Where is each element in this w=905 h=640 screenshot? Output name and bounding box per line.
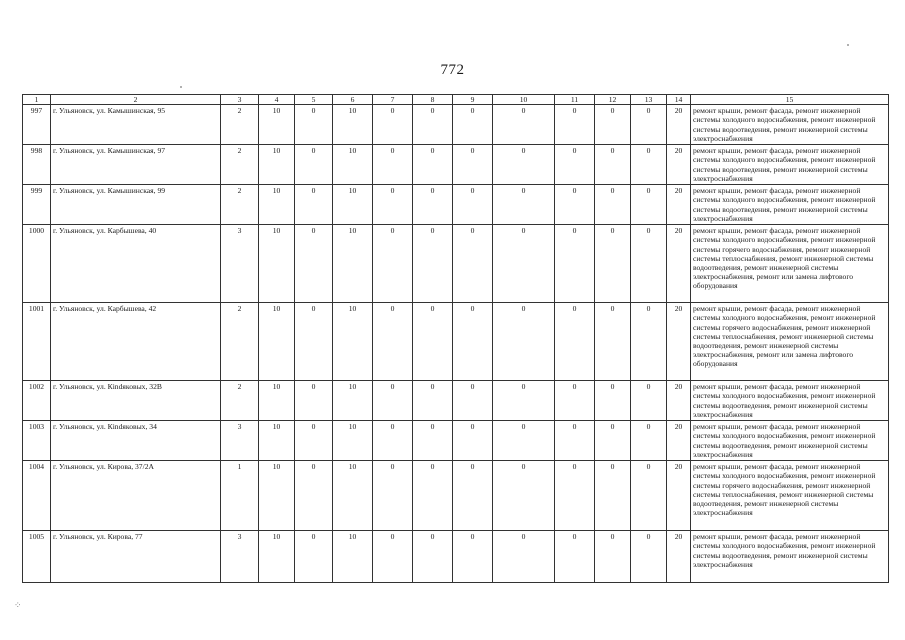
cell-col4: 10 [259,531,295,583]
cell-col4: 10 [259,105,295,145]
cell-col9: 0 [453,531,493,583]
works-cell: ремонт крыши, ремонт фасада, ремонт инженерной системы холодного водоснабжения, ремонт инженерной системы горячего водоснабжения, ремонт инженерной системы теплоснабжения, ремонт инженерной системы водоотведения, ремонт инженерной системы электроснабжения [691,461,889,531]
cell-col13: 0 [631,303,667,381]
table-body [23,105,889,583]
cell-col7: 0 [373,461,413,531]
data-table [22,94,889,583]
cell-col7: 0 [373,421,413,461]
cell-col5: 0 [295,381,333,421]
cell-col3: 3 [221,531,259,583]
cell-col10: 0 [493,461,555,531]
scan-speck [847,44,849,46]
cell-col3: 2 [221,145,259,185]
cell-col8: 0 [413,145,453,185]
cell-col3: 3 [221,421,259,461]
cell-col9: 0 [453,461,493,531]
cell-col4: 10 [259,225,295,303]
row-number: 1001 [23,303,51,381]
column-header-7: 7 [373,95,413,105]
cell-col9: 0 [453,303,493,381]
column-header-2: 2 [51,95,221,105]
cell-col3: 2 [221,185,259,225]
column-header-3: 3 [221,95,259,105]
address-cell: г. Ульяновск, ул. Камышинская, 97 [51,145,221,185]
cell-col12: 0 [595,531,631,583]
address-cell: г. Ульяновск, ул. Камышинская, 95 [51,105,221,145]
works-cell: ремонт крыши, ремонт фасада, ремонт инженерной системы холодного водоснабжения, ремонт инженерной системы водоотведения, ремонт инженерной системы электроснабжения [691,421,889,461]
column-header-11: 11 [555,95,595,105]
works-cell: ремонт крыши, ремонт фасада, ремонт инженерной системы холодного водоснабжения, ремонт инженерной системы горячего водоснабжения, ремонт инженерной системы теплоснабжения, ремонт инженерной системы водоотведения, ремонт инженерной системы электроснабжения, ремонт или замена лифтового оборудования [691,303,889,381]
cell-col9: 0 [453,105,493,145]
cell-col14: 20 [667,303,691,381]
scan-mark: ⁘ [14,600,22,610]
column-header-10: 10 [493,95,555,105]
table-row [23,225,889,303]
cell-col11: 0 [555,185,595,225]
cell-col7: 0 [373,381,413,421]
cell-col14: 20 [667,421,691,461]
cell-col12: 0 [595,185,631,225]
cell-col8: 0 [413,381,453,421]
column-header-15: 15 [691,95,889,105]
cell-col6: 10 [333,531,373,583]
cell-col13: 0 [631,381,667,421]
cell-col6: 10 [333,185,373,225]
cell-col3: 1 [221,461,259,531]
cell-col8: 0 [413,225,453,303]
cell-col12: 0 [595,303,631,381]
cell-col6: 10 [333,303,373,381]
cell-col14: 20 [667,105,691,145]
cell-col3: 2 [221,381,259,421]
cell-col6: 10 [333,381,373,421]
cell-col10: 0 [493,381,555,421]
works-cell: ремонт крыши, ремонт фасада, ремонт инженерной системы холодного водоснабжения, ремонт инженерной системы водоотведения, ремонт инженерной системы электроснабжения [691,381,889,421]
address-cell: г. Ульяновск, ул. Кирова, 77 [51,531,221,583]
cell-col10: 0 [493,421,555,461]
cell-col13: 0 [631,421,667,461]
table-row [23,531,889,583]
address-cell: г. Ульяновск, ул. Карбышева, 40 [51,225,221,303]
cell-col8: 0 [413,421,453,461]
scan-speck [180,86,182,88]
cell-col13: 0 [631,225,667,303]
cell-col10: 0 [493,145,555,185]
cell-col7: 0 [373,185,413,225]
address-cell: г. Ульяновск, ул. Камышинская, 99 [51,185,221,225]
cell-col5: 0 [295,105,333,145]
row-number: 1005 [23,531,51,583]
cell-col8: 0 [413,461,453,531]
cell-col10: 0 [493,225,555,303]
cell-col9: 0 [453,145,493,185]
row-number: 998 [23,145,51,185]
cell-col11: 0 [555,105,595,145]
cell-col14: 20 [667,185,691,225]
cell-col3: 2 [221,105,259,145]
cell-col6: 10 [333,105,373,145]
works-cell: ремонт крыши, ремонт фасада, ремонт инженерной системы холодного водоснабжения, ремонт инженерной системы водоотведения, ремонт инженерной системы электроснабжения [691,105,889,145]
address-cell: г. Ульяновск, ул. Кирова, 37/2А [51,461,221,531]
cell-col6: 10 [333,461,373,531]
cell-col7: 0 [373,145,413,185]
cell-col3: 3 [221,225,259,303]
cell-col8: 0 [413,303,453,381]
table-row [23,381,889,421]
cell-col5: 0 [295,225,333,303]
cell-col6: 10 [333,225,373,303]
address-cell: г. Ульяновск, ул. Кindяковых, 32В [51,381,221,421]
table-row [23,185,889,225]
row-number: 999 [23,185,51,225]
cell-col12: 0 [595,461,631,531]
cell-col9: 0 [453,225,493,303]
works-cell: ремонт крыши, ремонт фасада, ремонт инженерной системы холодного водоснабжения, ремонт инженерной системы водоотведения, ремонт инженерной системы электроснабжения [691,185,889,225]
cell-col11: 0 [555,461,595,531]
cell-col14: 20 [667,461,691,531]
cell-col10: 0 [493,185,555,225]
cell-col8: 0 [413,185,453,225]
cell-col9: 0 [453,185,493,225]
cell-col4: 10 [259,381,295,421]
cell-col10: 0 [493,105,555,145]
cell-col8: 0 [413,531,453,583]
cell-col5: 0 [295,145,333,185]
column-header-6: 6 [333,95,373,105]
header-row [23,95,889,105]
cell-col12: 0 [595,145,631,185]
table-row [23,105,889,145]
column-header-14: 14 [667,95,691,105]
cell-col6: 10 [333,421,373,461]
cell-col4: 10 [259,461,295,531]
column-header-12: 12 [595,95,631,105]
column-header-5: 5 [295,95,333,105]
cell-col13: 0 [631,531,667,583]
address-cell: г. Ульяновск, ул. Карбышева, 42 [51,303,221,381]
cell-col11: 0 [555,421,595,461]
works-cell: ремонт крыши, ремонт фасада, ремонт инженерной системы холодного водоснабжения, ремонт инженерной системы горячего водоснабжения, ремонт инженерной системы теплоснабжения, ремонт инженерной системы водоотведения, ремонт инженерной системы электроснабжения, ремонт или замена лифтового оборудования [691,225,889,303]
works-cell: ремонт крыши, ремонт фасада, ремонт инженерной системы холодного водоснабжения, ремонт инженерной системы водоотведения, ремонт инженерной системы электроснабжения [691,145,889,185]
cell-col11: 0 [555,145,595,185]
table-row [23,461,889,531]
cell-col14: 20 [667,381,691,421]
cell-col9: 0 [453,381,493,421]
cell-col11: 0 [555,303,595,381]
row-number: 997 [23,105,51,145]
cell-col6: 10 [333,145,373,185]
column-header-1: 1 [23,95,51,105]
page-number: 772 [440,62,465,78]
column-header-4: 4 [259,95,295,105]
cell-col7: 0 [373,303,413,381]
cell-col14: 20 [667,225,691,303]
cell-col8: 0 [413,105,453,145]
cell-col10: 0 [493,303,555,381]
cell-col5: 0 [295,531,333,583]
column-header-9: 9 [453,95,493,105]
cell-col12: 0 [595,421,631,461]
cell-col12: 0 [595,225,631,303]
cell-col4: 10 [259,145,295,185]
cell-col4: 10 [259,185,295,225]
cell-col7: 0 [373,531,413,583]
cell-col5: 0 [295,303,333,381]
column-header-13: 13 [631,95,667,105]
cell-col4: 10 [259,421,295,461]
cell-col13: 0 [631,185,667,225]
row-number: 1000 [23,225,51,303]
row-number: 1002 [23,381,51,421]
cell-col12: 0 [595,381,631,421]
cell-col13: 0 [631,145,667,185]
row-number: 1004 [23,461,51,531]
cell-col5: 0 [295,461,333,531]
cell-col11: 0 [555,381,595,421]
table-row [23,145,889,185]
cell-col11: 0 [555,531,595,583]
cell-col5: 0 [295,185,333,225]
cell-col10: 0 [493,531,555,583]
cell-col7: 0 [373,225,413,303]
cell-col13: 0 [631,105,667,145]
table-row [23,303,889,381]
cell-col14: 20 [667,145,691,185]
address-cell: г. Ульяновск, ул. Кindяковых, 34 [51,421,221,461]
row-number: 1003 [23,421,51,461]
cell-col9: 0 [453,421,493,461]
cell-col14: 20 [667,531,691,583]
cell-col13: 0 [631,461,667,531]
works-cell: ремонт крыши, ремонт фасада, ремонт инженерной системы холодного водоснабжения, ремонт инженерной системы водоотведения, ремонт инженерной системы электроснабжения [691,531,889,583]
cell-col12: 0 [595,105,631,145]
cell-col7: 0 [373,105,413,145]
table-row [23,421,889,461]
cell-col11: 0 [555,225,595,303]
cell-col5: 0 [295,421,333,461]
cell-col3: 2 [221,303,259,381]
cell-col4: 10 [259,303,295,381]
column-header-8: 8 [413,95,453,105]
